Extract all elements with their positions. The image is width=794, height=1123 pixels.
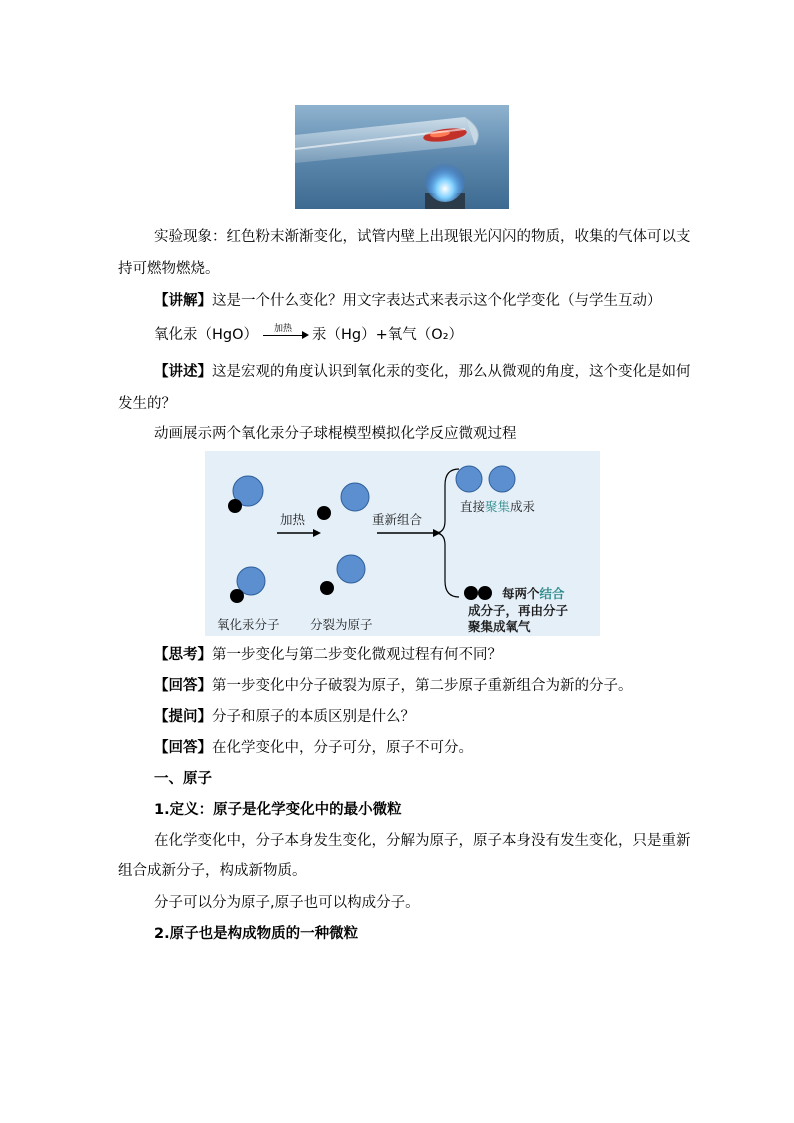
think-label: 【思考】 [154, 647, 212, 663]
observation-line-1: 实验现象：红色粉末渐渐变化，试管内壁上出现银光闪闪的物质，收集的气体可以支 [154, 229, 691, 245]
mercury-gather-label [460, 497, 535, 515]
explanation-line-2: 组合成新分子，构成新物质。 [118, 863, 307, 879]
answer2-label: 【回答】 [154, 740, 212, 756]
mercury-atom [456, 466, 482, 492]
narration-label: 【讲述】 [154, 364, 212, 380]
heat-label: 加热 [280, 512, 306, 527]
definition-title: 1.定义：原子是化学变化中的最小微粒 [154, 802, 402, 818]
caption-mercury-oxide-molecule: 氧化汞分子 [217, 617, 280, 632]
answer2-paragraph [154, 735, 716, 761]
think-text: 第一步变化与第二步变化微观过程有何不同？ [212, 647, 502, 663]
lecture-paragraph [154, 288, 716, 314]
mercury-atom [489, 466, 515, 492]
every-two-text: 每两个 [502, 586, 540, 601]
narration-line-2: 发生的？ [118, 396, 176, 412]
oxygen-pair-line-2: 成分子，再由分子 [468, 603, 569, 618]
answer1-label: 【回答】 [154, 678, 212, 694]
reaction-condition: 加热 [274, 324, 293, 334]
animation-intro: 动画展示两个氧化汞分子球棍模型模拟化学反应微观过程 [154, 426, 517, 442]
test-tube-photo [295, 105, 509, 209]
question-paragraph [154, 704, 716, 730]
equation-reactant: 氧化汞（HgO） [154, 327, 259, 343]
mercury-atom [341, 483, 369, 511]
oxygen-pair-label [502, 584, 565, 602]
heat-arrow-head-icon [313, 529, 321, 537]
subtitle-2: 2.原子也是构成物质的一种微粒 [154, 926, 359, 942]
observation-line-2: 持可燃物燃烧。 [118, 261, 220, 277]
lecture-text: 这是一个什么变化？用文字表达式来表示这个化学变化（与学生互动） [212, 293, 662, 309]
question-text: 分子和原子的本质区别是什么？ [212, 709, 415, 725]
narration-line-1 [154, 359, 716, 385]
oxygen-atom [317, 506, 331, 520]
into-mercury-text: 成汞 [510, 499, 536, 514]
arrow-head-icon [302, 331, 309, 339]
equation-products: 汞（Hg）+氧气（O₂） [312, 327, 464, 343]
reaction-arrow [260, 322, 310, 348]
think-paragraph [154, 642, 716, 668]
question-label: 【提问】 [154, 709, 212, 725]
oxygen-atom [320, 581, 334, 595]
oxygen-pair-line-3: 聚集成氧气 [468, 619, 531, 634]
section-title: 一、原子 [154, 771, 212, 787]
oxygen-atom [228, 499, 242, 513]
caption-split-into-atoms: 分裂为原子 [310, 617, 373, 632]
answer1-paragraph [154, 673, 716, 699]
arrow-line [263, 335, 305, 336]
test-tube-heating-illustration [295, 105, 509, 209]
narration-text: 这是宏观的角度认识到氧化汞的变化，那么从微观的角度，这个变化是如何 [212, 364, 691, 380]
lecture-label: 【讲解】 [154, 293, 212, 309]
answer1-text: 第一步变化中分子破裂为原子，第二步原子重新组合为新的分子。 [212, 678, 633, 694]
recombine-label: 重新组合 [372, 512, 423, 527]
combine-text: 结合 [539, 586, 565, 601]
mercury-atom [337, 555, 365, 583]
gather-text: 聚集 [485, 499, 511, 514]
oxygen-atom [230, 589, 244, 603]
oxygen-atom [464, 586, 478, 600]
explanation-line-1: 在化学变化中，分子本身发生变化，分解为原子，原子本身没有发生变化，只是重新 [154, 833, 691, 849]
direct-text: 直接 [460, 499, 486, 514]
reaction-micro-diagram [205, 451, 600, 636]
answer2-text: 在化学变化中，分子可分，原子不可分。 [212, 740, 473, 756]
note-paragraph: 分子可以分为原子,原子也可以构成分子。 [154, 895, 420, 911]
word-equation [154, 322, 463, 348]
oxygen-atom [478, 586, 492, 600]
branch-brace [435, 469, 459, 597]
